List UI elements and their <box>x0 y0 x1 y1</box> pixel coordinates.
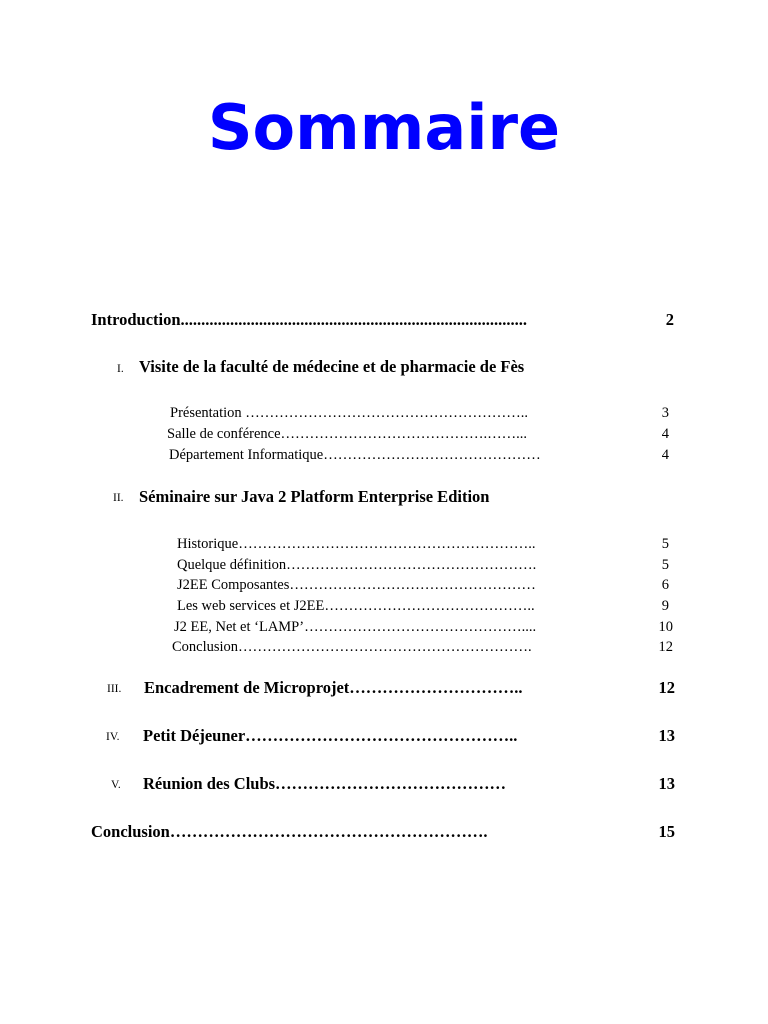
toc-subentry-page: 9 <box>661 598 669 614</box>
toc-subentry: J2 EE, Net et ‘LAMP’……………………………………….... <box>174 619 537 635</box>
toc-subentry-page: 10 <box>658 619 673 635</box>
toc-page-section-5: 13 <box>658 774 675 793</box>
page-title: Sommaire <box>207 91 561 164</box>
toc-subentry: Conclusion……………………………………………………. <box>172 639 532 655</box>
toc-subentry-page: 3 <box>661 405 669 421</box>
toc-section-heading-1: Visite de la faculté de médecine et de pharmacie de Fès <box>139 357 525 376</box>
toc-entry-introduction: Introduction.................................................................................... <box>91 310 528 329</box>
toc-page-conclusion: 15 <box>658 822 675 841</box>
toc-subentry: Salle de conférence…………………………………….……... <box>167 426 528 442</box>
toc-numeral-4: IV. <box>106 731 120 743</box>
toc-section-heading-2: Séminaire sur Java 2 Platform Enterprise Edition <box>139 487 490 506</box>
toc-subentry: Quelque définition……………………………………………. <box>177 557 537 573</box>
toc-subentry-page: 4 <box>661 447 669 463</box>
toc-subentry: Département Informatique……………………………………… <box>169 447 541 463</box>
toc-page-introduction: 2 <box>665 310 674 329</box>
toc-subentry: Historique…………………………………………………….. <box>177 536 536 552</box>
toc-subentry-page: 6 <box>661 577 669 593</box>
toc-section-5: Réunion des Clubs…………………………………… <box>143 774 507 793</box>
toc-section-3: Encadrement de Microprojet………………………….. <box>144 678 523 697</box>
toc-subentry: J2EE Composantes…………………………………………… <box>177 577 536 593</box>
toc-numeral-1: I. <box>117 363 124 375</box>
toc-numeral-5: V. <box>111 779 121 791</box>
toc-subentry-page: 5 <box>661 536 669 552</box>
toc-section-4: Petit Déjeuner………………………………………….. <box>143 726 518 745</box>
toc-subentry-page: 5 <box>661 557 669 573</box>
toc-subentry-page: 4 <box>661 426 669 442</box>
toc-numeral-2: II. <box>113 492 124 504</box>
toc-subentry: Présentation ………………………………………………….. <box>170 405 529 421</box>
toc-numeral-3: III. <box>107 683 122 695</box>
toc-page-section-4: 13 <box>658 726 675 745</box>
toc-entry-conclusion: Conclusion…………………………………………………. <box>91 822 488 841</box>
toc-subentry-page: 12 <box>658 639 673 655</box>
toc-page-section-3: 12 <box>658 678 675 697</box>
toc-subentry: Les web services et J2EE…………………………………….. <box>177 598 535 614</box>
